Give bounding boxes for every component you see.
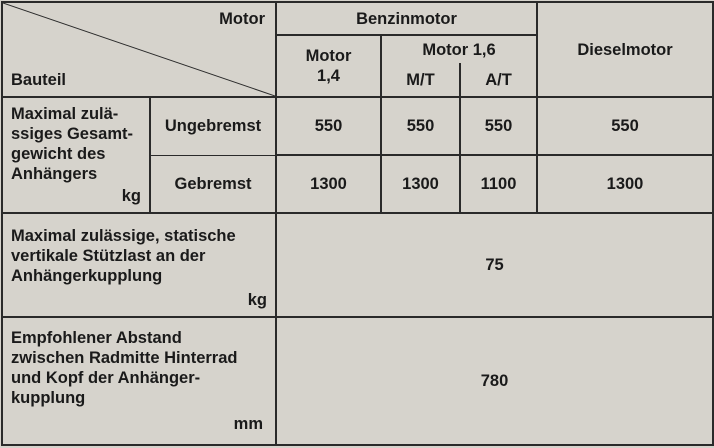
- abstand-line4: kupplung: [11, 389, 86, 407]
- header-motor-14-line1: Motor: [305, 47, 352, 65]
- header-motor-14-line2: 1,4: [317, 67, 340, 85]
- gesamtgewicht-unit: kg: [121, 187, 141, 205]
- stuetzlast-line2: vertikale Stützlast an der: [11, 247, 206, 265]
- gebremst-diesel: 1300: [537, 155, 713, 213]
- abstand-label: [2, 317, 276, 445]
- header-motor-16: Motor 1,6: [381, 35, 537, 63]
- gebremst-at: 1100: [460, 155, 537, 213]
- gesamtgewicht-line1: Maximal zulä-: [11, 105, 119, 123]
- header-bauteil-label: Bauteil: [11, 71, 67, 89]
- gesamtgewicht-line4: Anhängers: [11, 165, 98, 183]
- ungebremst-label: Ungebremst: [150, 97, 276, 155]
- ungebremst-mt: 550: [381, 97, 460, 155]
- gebremst-motor14: 1300: [276, 155, 381, 213]
- ungebremst-at: 550: [460, 97, 537, 155]
- gebremst-mt: 1300: [381, 155, 460, 213]
- abstand-line2: zwischen Radmitte Hinterrad: [11, 349, 238, 367]
- header-motor-label: Motor: [219, 10, 265, 28]
- stuetzlast-value: 75: [276, 213, 713, 317]
- header-mt: M/T: [381, 63, 460, 97]
- stuetzlast-label: [2, 213, 276, 317]
- stuetzlast-unit: kg: [247, 291, 267, 309]
- header-at: A/T: [460, 63, 537, 97]
- gesamtgewicht-label: [2, 97, 150, 213]
- header-benzinmotor: Benzinmotor: [276, 2, 537, 35]
- abstand-line1: Empfohlener Abstand: [11, 329, 182, 347]
- abstand-value: 780: [276, 317, 713, 445]
- header-dieselmotor: Dieselmotor: [537, 2, 713, 97]
- gebremst-label: Gebremst: [150, 155, 276, 213]
- gesamtgewicht-line2: ssiges Gesamt-: [11, 125, 133, 143]
- stuetzlast-line1: Maximal zulässige, statische: [11, 227, 236, 245]
- abstand-unit: mm: [233, 415, 263, 433]
- stuetzlast-line3: Anhängerkupplung: [11, 267, 163, 285]
- gesamtgewicht-line3: gewicht des: [11, 145, 106, 163]
- ungebremst-motor14: 550: [276, 97, 381, 155]
- trailer-load-table: [1, 1, 714, 446]
- abstand-line3: und Kopf der Anhänger-: [11, 369, 201, 387]
- header-motor-14: [276, 35, 381, 97]
- ungebremst-diesel: 550: [537, 97, 713, 155]
- header-corner-cell: [2, 2, 276, 97]
